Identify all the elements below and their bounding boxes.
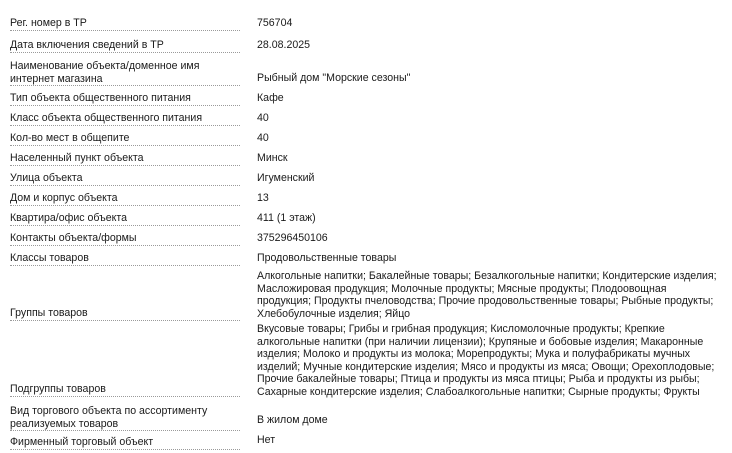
field-value: 28.08.2025	[257, 39, 311, 51]
field-value: Нет	[257, 434, 276, 446]
field-label: Фирменный торговый объект	[10, 436, 240, 450]
field-label: Контакты объекта/формы	[10, 232, 240, 246]
field-value: Минск	[257, 152, 288, 164]
field-label: Классы товаров	[10, 252, 240, 266]
field-value: Кафе	[257, 92, 284, 104]
field-label: Рег. номер в ТР	[10, 17, 240, 31]
field-label: Вид торгового объекта по ассортименту реализуемых товаров	[10, 405, 240, 431]
field-value: В жилом доме	[257, 414, 328, 426]
field-value: Продовольственные товары	[257, 252, 397, 264]
field-value: 375296450106	[257, 232, 328, 244]
field-value: 40	[257, 112, 269, 124]
field-label: Дом и корпус объекта	[10, 192, 240, 206]
field-label: Улица объекта	[10, 172, 240, 186]
field-value: 40	[257, 132, 269, 144]
field-value: 13	[257, 192, 269, 204]
field-label: Дата включения сведений в ТР	[10, 39, 240, 53]
field-label: Подгруппы товаров	[10, 383, 240, 397]
field-label: Населенный пункт объекта	[10, 152, 240, 166]
field-value: Рыбный дом "Морские сезоны"	[257, 72, 411, 84]
field-value: Вкусовые товары; Грибы и грибная продукция; Кисломолочные продукты; Крепкие алкогольные напитки (при наличии лицензии); Крупяные и бобовые изделия; Макаронные изделия; Молоко и продукты из молока; Морепродукты; Мука и полуфабрикаты мучных изделий; Мучные кондитерские изделия; Мясо и продукты из мяса; Овощи; Орехоплодовые; Прочие бакалейные товары; Птица и продукты из мяса птицы; Рыба и продукты из рыбы; Сахарные кондитерские изделия; Слабоалкогольные напитки; Сырные продукты; Фрукты	[257, 323, 715, 398]
field-label: Класс объекта общественного питания	[10, 112, 240, 126]
field-value: Игуменский	[257, 172, 315, 184]
field-value: 411 (1 этаж)	[257, 212, 316, 224]
field-label: Группы товаров	[10, 307, 240, 321]
field-value: 756704	[257, 17, 293, 29]
field-value: Алкогольные напитки; Бакалейные товары; Безалкогольные напитки; Кондитерские изделия; Масложировая продукция; Молочные продукты; Мясные продукты; Плодоовощная продукция; Продукты пчеловодства; Прочие продовольственные товары; Рыбные продукты; Хлебобулочные изделия; Яйцо	[257, 270, 717, 320]
field-label: Квартира/офис объекта	[10, 212, 240, 226]
field-label: Наименование объекта/доменное имя интернет магазина	[10, 60, 240, 86]
field-label: Кол-во мест в общепите	[10, 132, 240, 146]
field-label: Тип объекта общественного питания	[10, 92, 240, 106]
